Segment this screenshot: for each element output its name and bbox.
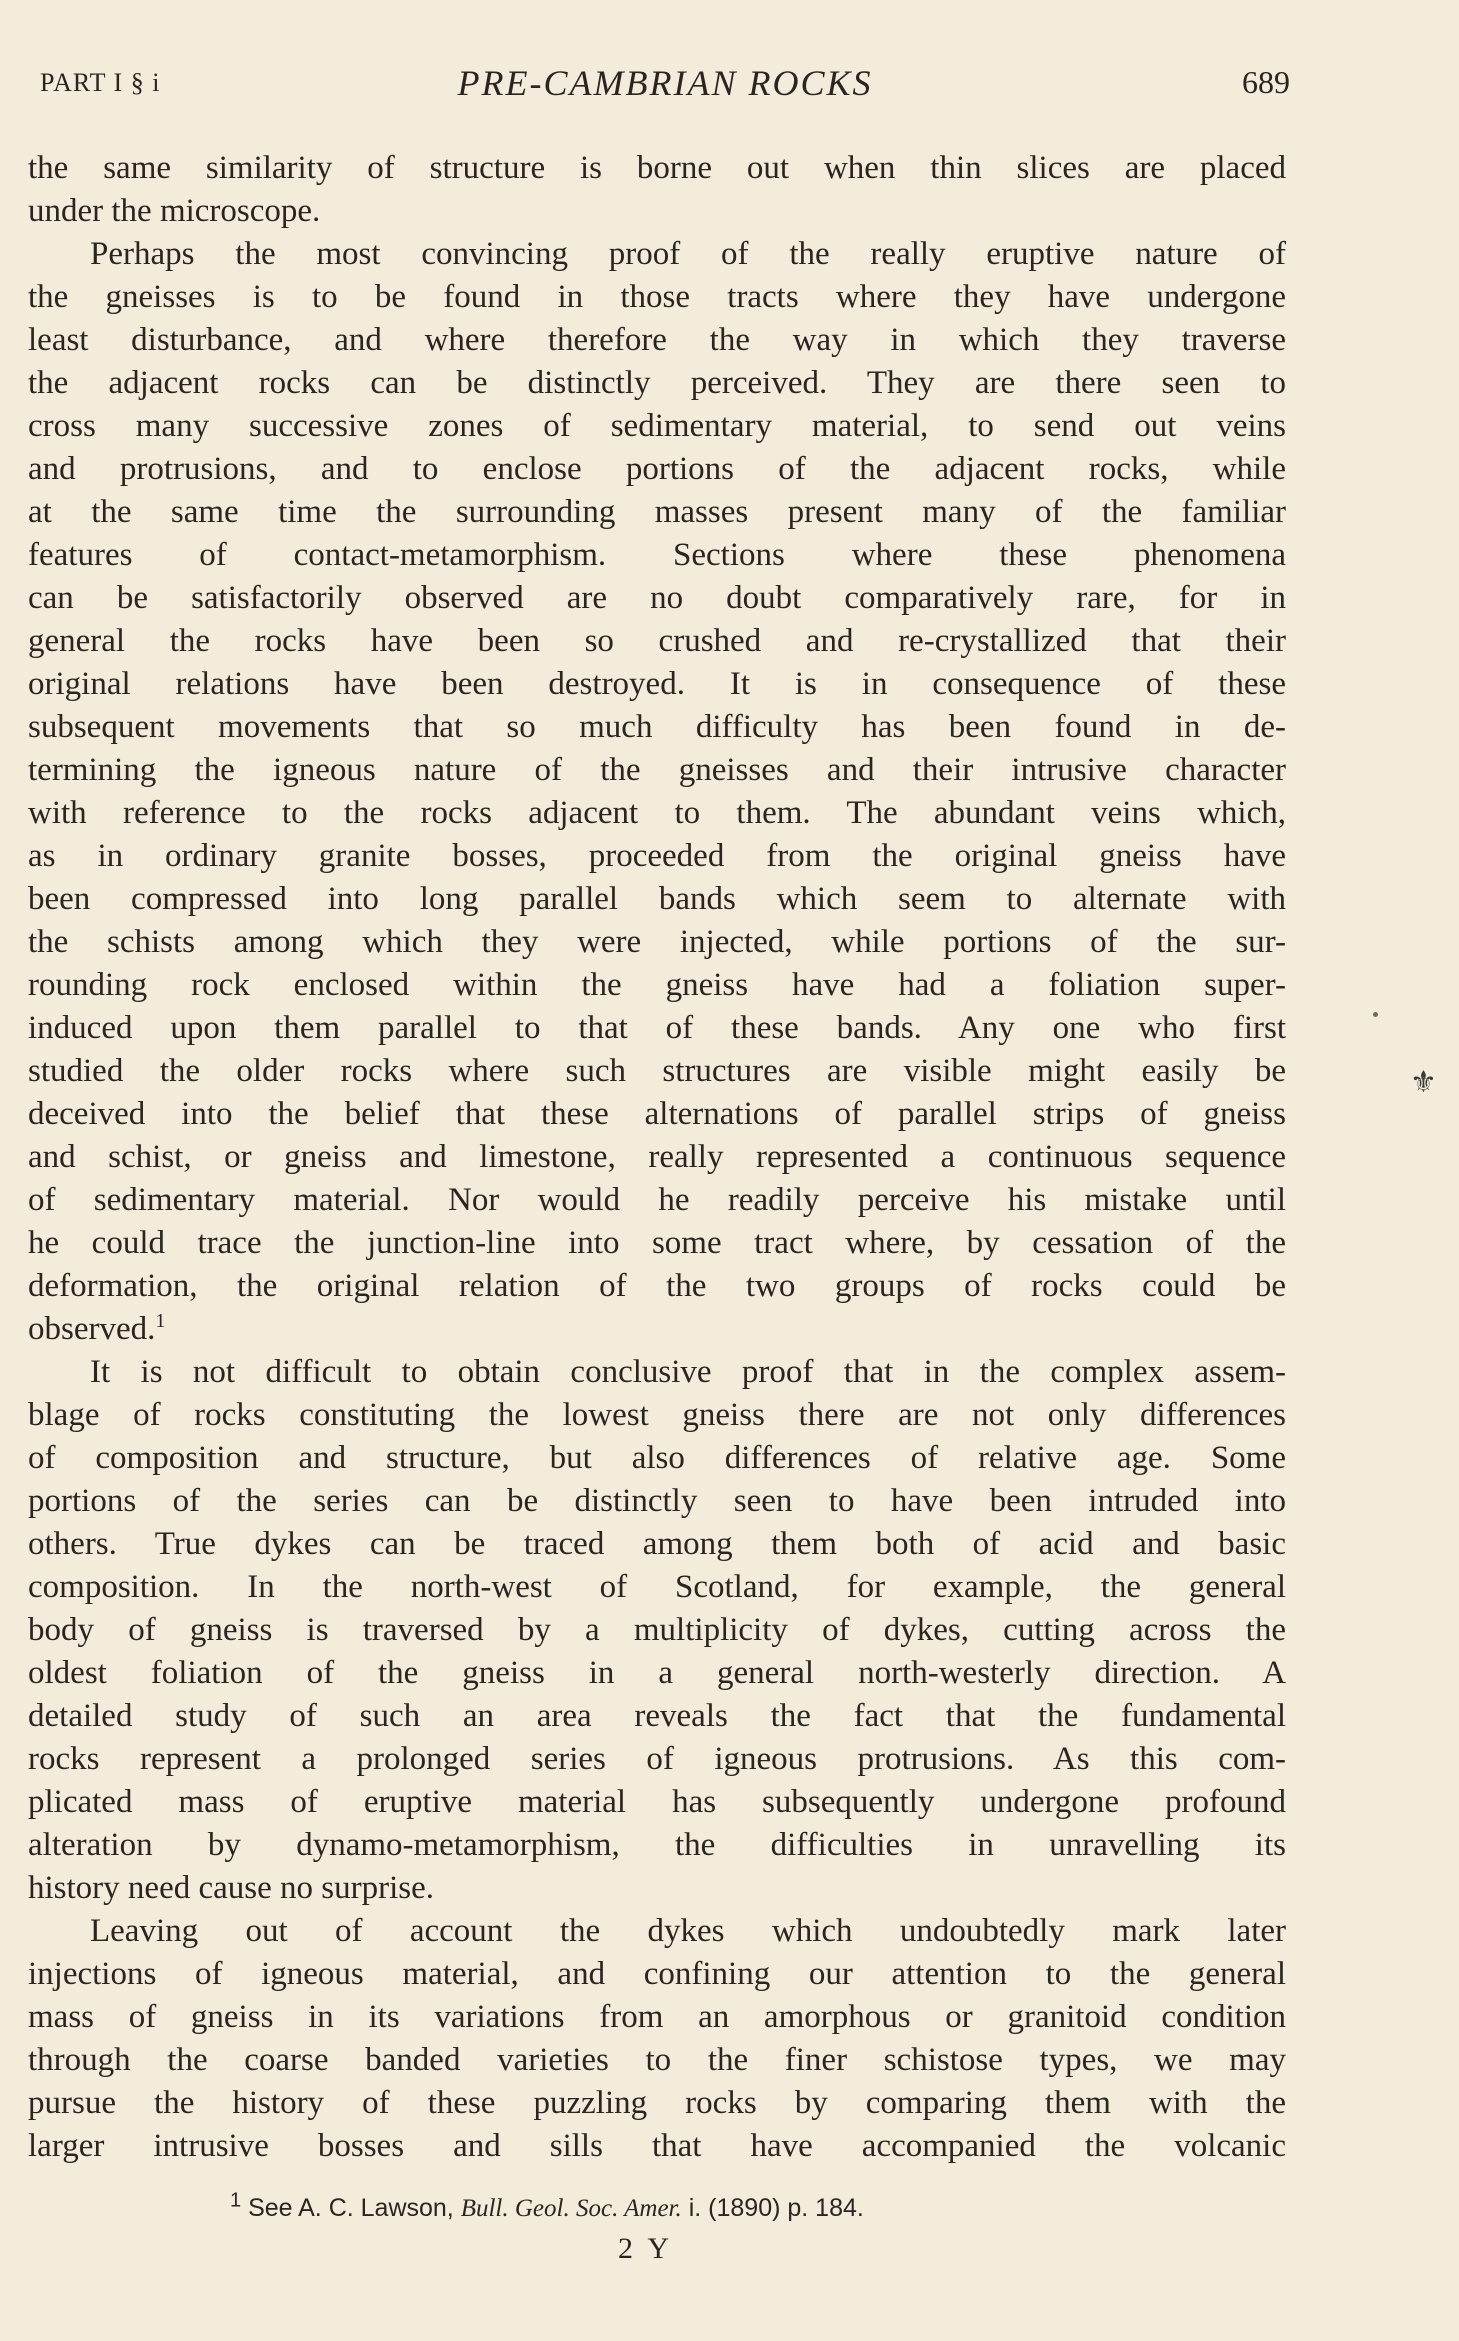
line-text: composition. In the north-west of Scotland, for example, the general	[28, 1569, 1286, 1605]
text-line	[28, 1351, 1286, 1394]
line-text: features of contact-metamorphism. Sections where these phenomena	[28, 537, 1286, 573]
running-header	[40, 62, 1290, 102]
page-number: 689	[1242, 64, 1290, 100]
text-line	[28, 491, 1286, 534]
text-line	[28, 577, 1286, 620]
line-text: detailed study of such an area reveals the fact that the fundamental	[28, 1698, 1286, 1734]
text-line	[28, 1093, 1286, 1136]
line-text: It is not difficult to obtain conclusive proof that in the complex assem-	[90, 1354, 1286, 1390]
line-text: injections of igneous material, and confining our attention to the general	[28, 1956, 1286, 1992]
text-line	[28, 1695, 1286, 1738]
text-line	[28, 1050, 1286, 1093]
line-text: the adjacent rocks can be distinctly perceived. They are there seen to	[28, 365, 1286, 401]
text-line	[28, 1953, 1286, 1996]
line-text: been compressed into long parallel bands which seem to alternate with	[28, 881, 1286, 917]
footnote-suffix: i. (1890) p. 184.	[688, 2194, 864, 2222]
line-text: termining the igneous nature of the gneisses and their intrusive character	[28, 752, 1286, 788]
text-line	[28, 362, 1286, 405]
line-text: studied the older rocks where such structures are visible might easily be	[28, 1053, 1286, 1089]
line-text: plicated mass of eruptive material has subsequently undergone profound	[28, 1784, 1286, 1820]
text-line	[28, 319, 1286, 362]
line-text: he could trace the junction-line into some tract where, by cessation of the	[28, 1225, 1286, 1261]
text-line	[28, 1781, 1286, 1824]
line-text: as in ordinary granite bosses, proceeded from the original gneiss have	[28, 838, 1286, 874]
line-text: rounding rock enclosed within the gneiss have had a foliation super-	[28, 967, 1286, 1003]
text-line	[28, 2082, 1286, 2125]
line-text: induced upon them parallel to that of these bands. Any one who first	[28, 1010, 1286, 1046]
footnote-journal: Bull. Geol. Soc. Amer.	[460, 2195, 682, 2222]
text-line	[28, 1910, 1286, 1953]
line-text: alteration by dynamo-metamorphism, the difficulties in unravelling its	[28, 1827, 1286, 1863]
line-text: original relations have been destroyed. It is in consequence of these	[28, 666, 1286, 702]
line-text: of composition and structure, but also differences of relative age. Some	[28, 1440, 1286, 1476]
line-text: and schist, or gneiss and limestone, really represented a continuous sequence	[28, 1139, 1286, 1175]
page-title: PRE-CAMBRIAN ROCKS	[457, 63, 873, 103]
line-text: history need cause no surprise.	[28, 1870, 434, 1906]
line-text: through the coarse banded varieties to the finer schistose types, we may	[28, 2042, 1286, 2078]
line-text: Perhaps the most convincing proof of the really eruptive nature of	[90, 236, 1286, 272]
text-line	[28, 706, 1286, 749]
text-line	[28, 1609, 1286, 1652]
text-line	[28, 405, 1286, 448]
text-line	[28, 964, 1286, 1007]
text-line	[28, 1996, 1286, 2039]
body-text	[28, 147, 1286, 2168]
footnote-reference: 1	[155, 1310, 166, 1332]
line-text: portions of the series can be distinctly seen to have been intruded into	[28, 1483, 1286, 1519]
text-line	[28, 1738, 1286, 1781]
line-text: larger intrusive bosses and sills that have accompanied the volcanic	[28, 2128, 1286, 2164]
footnote-marker: 1	[230, 2189, 242, 2212]
signature-mark: 2 Y	[618, 2232, 674, 2265]
text-line	[28, 1566, 1286, 1609]
line-text: mass of gneiss in its variations from an amorphous or granitoid condition	[28, 1999, 1286, 2035]
text-line	[28, 2039, 1286, 2082]
line-text: cross many successive zones of sedimentary material, to send out veins	[28, 408, 1286, 444]
line-text: the gneisses is to be found in those tracts where they have undergone	[28, 279, 1286, 315]
text-line	[28, 1265, 1286, 1308]
line-text: and protrusions, and to enclose portions of the adjacent rocks, while	[28, 451, 1286, 487]
line-text: of sedimentary material. Nor would he readily perceive his mistake until	[28, 1182, 1286, 1218]
text-line	[28, 835, 1286, 878]
text-line	[28, 620, 1286, 663]
text-line	[28, 1394, 1286, 1437]
text-line	[28, 147, 1286, 190]
footnote-prefix: See A. C. Lawson,	[248, 2194, 454, 2222]
line-text: pursue the history of these puzzling rocks by comparing them with the	[28, 2085, 1286, 2121]
line-text: body of gneiss is traversed by a multiplicity of dykes, cutting across the	[28, 1612, 1286, 1648]
line-text: can be satisfactorily observed are no doubt comparatively rare, for in	[28, 580, 1286, 616]
text-line	[28, 1480, 1286, 1523]
footnote	[230, 2189, 864, 2223]
margin-ink-mark: ⚜	[1410, 1066, 1437, 1099]
text-line	[28, 448, 1286, 491]
line-text: with reference to the rocks adjacent to them. The abundant veins which,	[28, 795, 1286, 831]
text-line	[28, 1179, 1286, 1222]
line-text: general the rocks have been so crushed and re-crystallized that their	[28, 623, 1286, 659]
text-line	[28, 1824, 1286, 1867]
text-line	[28, 190, 1286, 233]
line-text: subsequent movements that so much difficulty has been found in de-	[28, 709, 1286, 745]
line-text: others. True dykes can be traced among them both of acid and basic	[28, 1526, 1286, 1562]
text-line	[28, 749, 1286, 792]
line-text: Leaving out of account the dykes which undoubtedly mark later	[90, 1913, 1286, 1949]
line-text: oldest foliation of the gneiss in a general north-westerly direction. A	[28, 1655, 1286, 1691]
text-line	[28, 878, 1286, 921]
text-line	[28, 1136, 1286, 1179]
line-text: at the same time the surrounding masses present many of the familiar	[28, 494, 1286, 530]
text-line	[28, 1867, 1286, 1910]
text-line	[28, 1308, 1286, 1351]
text-line	[28, 792, 1286, 835]
text-line	[28, 1652, 1286, 1695]
text-line	[28, 276, 1286, 319]
text-line	[28, 2125, 1286, 2168]
text-line	[28, 1523, 1286, 1566]
line-text: deceived into the belief that these alternations of parallel strips of gneiss	[28, 1096, 1286, 1132]
text-line	[28, 1222, 1286, 1265]
text-line	[28, 1437, 1286, 1480]
line-text: observed.	[28, 1311, 156, 1347]
text-line	[28, 663, 1286, 706]
line-text: the schists among which they were injected, while portions of the sur-	[28, 924, 1286, 960]
line-text: blage of rocks constituting the lowest gneiss there are not only differences	[28, 1397, 1286, 1433]
line-text: rocks represent a prolonged series of igneous protrusions. As this com-	[28, 1741, 1286, 1777]
margin-speck	[1373, 1012, 1378, 1017]
section-label: PART I § i	[40, 68, 161, 97]
line-text: least disturbance, and where therefore the way in which they traverse	[28, 322, 1286, 358]
text-line	[28, 534, 1286, 577]
line-text: the same similarity of structure is borne out when thin slices are placed	[28, 150, 1286, 186]
text-line	[28, 233, 1286, 276]
text-line	[28, 1007, 1286, 1050]
text-line	[28, 921, 1286, 964]
line-text: deformation, the original relation of the two groups of rocks could be	[28, 1268, 1286, 1304]
line-text: under the microscope.	[28, 193, 321, 229]
